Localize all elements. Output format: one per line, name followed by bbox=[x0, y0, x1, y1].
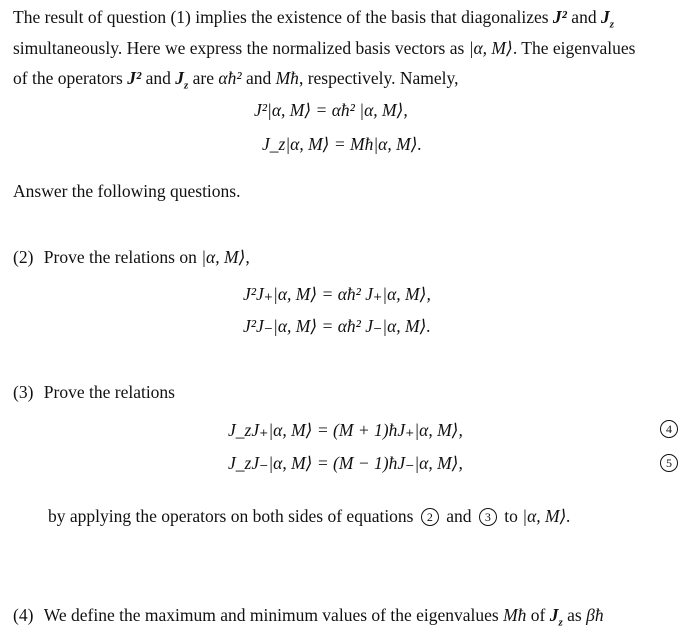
ket-alpha-m: |α, M⟩ bbox=[468, 38, 513, 58]
equation-number-4: 4 bbox=[660, 419, 678, 439]
q3-follow-text-1: by applying the operators on both sides of equations bbox=[48, 506, 414, 526]
j-squared-symbol-2: J² bbox=[127, 68, 142, 88]
q3-follow-text-2: and bbox=[446, 506, 472, 526]
jz-symbol-2: $J_z$ bbox=[175, 68, 189, 92]
q2-text: Prove the relations on bbox=[43, 247, 197, 267]
q4-of: of bbox=[530, 605, 546, 625]
equation-number-5: 5 bbox=[660, 453, 678, 473]
and-word-3: and bbox=[245, 68, 272, 88]
alpha-hbar-squared: αħ² bbox=[218, 68, 242, 88]
intro-text-3b: are bbox=[192, 68, 215, 88]
ref-equation-2: 2 bbox=[421, 508, 439, 526]
intro-text-3a: of the operators bbox=[13, 68, 123, 88]
intro-line-2 bbox=[13, 37, 635, 59]
and-word: and bbox=[571, 7, 597, 27]
q4-m-hbar: Mħ bbox=[503, 605, 527, 625]
q4-beta-hbar: βħ bbox=[586, 605, 604, 625]
q2-equation-a: J²J₊|α, M⟩ = αħ² J₊|α, M⟩, bbox=[243, 284, 431, 304]
intro-text-1: The result of question (1) implies the existence of the basis that diagonalizes bbox=[13, 7, 549, 27]
intro-text-3c: , respectively. Namely, bbox=[298, 68, 459, 88]
j-squared-symbol: J² bbox=[552, 7, 567, 27]
q3-text: Prove the relations bbox=[43, 382, 175, 402]
question-3 bbox=[13, 381, 175, 403]
intro-text-2b: . The eigenvalues bbox=[512, 38, 636, 58]
intro-line-3 bbox=[13, 67, 458, 97]
q3-ket-end: |α, M⟩. bbox=[522, 506, 571, 526]
q4-label: (4) bbox=[13, 605, 34, 625]
q2-ket: |α, M⟩, bbox=[201, 247, 250, 267]
answer-prompt: Answer the following questions. bbox=[13, 181, 241, 201]
and-word-2: and bbox=[145, 68, 171, 88]
equation-j-squared-eigen: J²|α, M⟩ = αħ² |α, M⟩, bbox=[254, 100, 408, 120]
intro-text-2a: simultaneously. Here we express the normalized basis vectors as bbox=[13, 38, 465, 58]
q3-follow-text-3: to bbox=[504, 506, 518, 526]
equation-jz-eigen: J_z|α, M⟩ = Mħ|α, M⟩. bbox=[262, 134, 422, 154]
jz-symbol: $J_z$ bbox=[600, 7, 614, 31]
q2-label: (2) bbox=[13, 247, 34, 267]
q3-followup bbox=[48, 505, 571, 527]
q4-text: We define the maximum and minimum values of the eigenvalues bbox=[43, 605, 499, 625]
q3-equation-a: J_zJ₊|α, M⟩ = (M + 1)ħJ₊|α, M⟩, bbox=[228, 420, 463, 440]
q4-as: as bbox=[567, 605, 582, 625]
m-hbar: Mħ bbox=[275, 68, 299, 88]
q2-equation-b: J²J₋|α, M⟩ = αħ² J₋|α, M⟩. bbox=[243, 316, 431, 336]
intro-line-1 bbox=[13, 6, 614, 36]
q3-label: (3) bbox=[13, 382, 34, 402]
question-4 bbox=[13, 604, 604, 634]
question-2 bbox=[13, 246, 250, 268]
ref-equation-3: 3 bbox=[479, 508, 497, 526]
q3-equation-b: J_zJ₋|α, M⟩ = (M − 1)ħJ₋|α, M⟩, bbox=[228, 453, 463, 473]
q4-jz-symbol: $J_z$ bbox=[549, 605, 563, 629]
